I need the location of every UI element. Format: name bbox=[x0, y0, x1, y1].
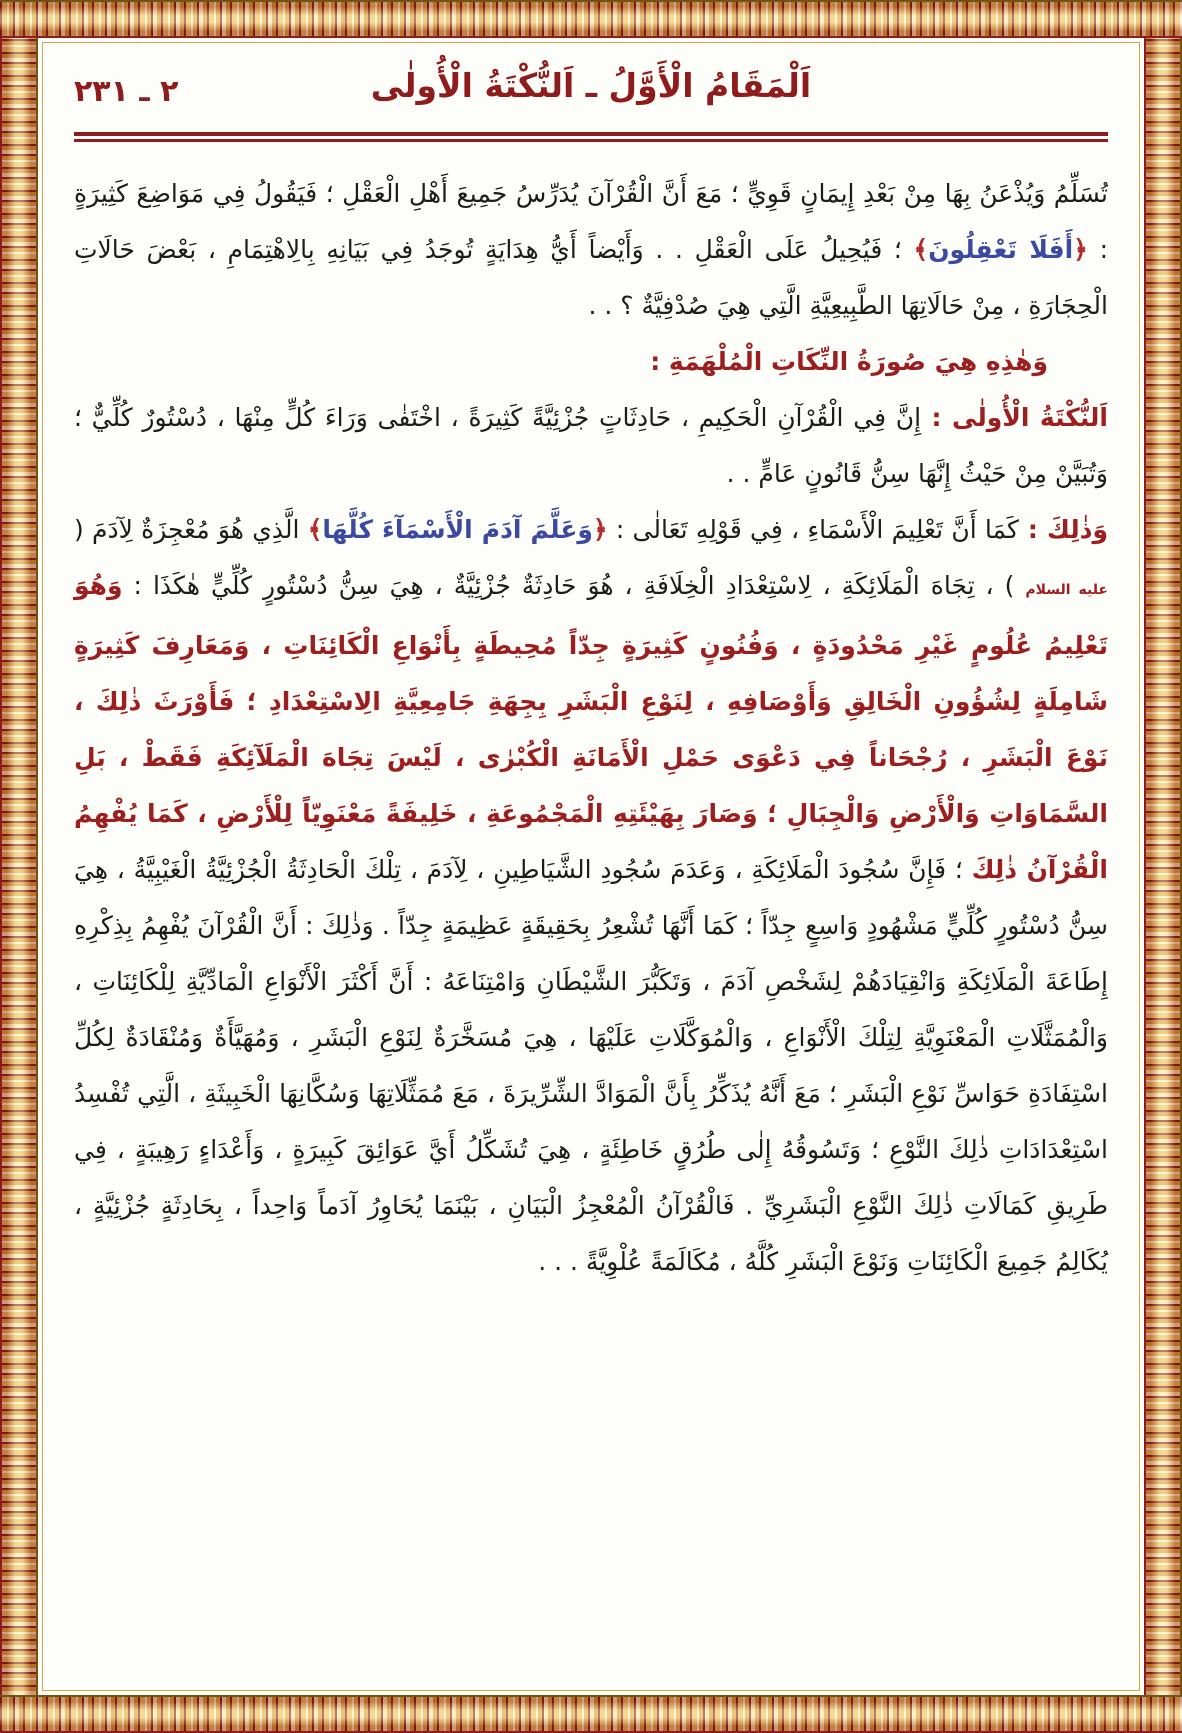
red-emphasis-text: وَهُوَ تَعْلِيمُ عُلُومٍ غَيْرِ مَحْدُودَةٍ ، وَفُنُونٍ كَثِيرَةٍ جِدّاً مُحِيطَةٍ بِأَنْوَاعِ الْكَائِنَاتِ ، وَمَعَارِفَ كَثِيرَةٍ شَامِلَةٍ لِشُؤُونِ الْخَالِقِ وَأَوْصَافِهِ ، لِنَوْعِ الْبَشَرِ بِجِهَةِ جَامِعِيَّةِ الِاسْتِعْدَادِ ؛ فَأَوْرَثَ ذٰلِكَ ، نَوْعَ الْبَشَرِ ، رُجْحَاناً فِي دَعْوَى حَمْلِ الْأَمَانَةِ الْكُبْرٰى ، لَيْسَ تِجَاهَ الْمَلَآئِكَةِ فَقَطْ ، بَلِ السَّمَاوَاتِ وَالْأَرْضِ وَالْجِبَالِ ؛ وَصَارَ بِهَيْئَتِهِ الْمَجْمُوعَةِ ، خَلِيفَةً مَعْنَوِيّاً لِلْأَرْضِ ، كَمَا يُفْهِمُ الْقُرْآنُ ذٰلِكَ bbox=[74, 571, 1108, 884]
decorative-border-bottom bbox=[0, 1695, 1182, 1733]
paragraph bbox=[74, 502, 1108, 1290]
body-text-segment: ؛ فَإِنَّ سُجُودَ الْمَلَائِكَةِ ، وَعَدَمَ سُجُودِ الشَّيَاطِينِ ، لِآدَمَ ، تِلْكَ الْحَادِثَةُ الْجُزْئِيَّةُ الْغَيْبِيَّةُ ، هِيَ سِنُّ دُسْتُورٍ كُلِّيٍّ مَشْهُودٍ وَاسِعٍ جِدّاً ؛ كَمَا أَنَّهَا تُشْعِرُ بِحَقِيقَةٍ عَظِيمَةٍ جِدّاً . وَذٰلِكَ : أَنَّ الْقُرْآنَ يُفْهِمُ بِذِكْرِهِ إِطَاعَةَ الْمَلَائِكَةِ وَانْقِيَادَهُمْ لِشَخْصِ آدَمَ ، وَتَكَبُّرَ الشَّيْطَانِ وَامْتِنَاعَهُ : أَنَّ أَكْثَرَ الْأَنْوَاعِ الْمَادِّيَّةِ لِلْكَائِنَاتِ ، وَالْمُمَثَّلَاتِ الْمَعْنَوِيَّةِ لِتِلْكَ الْأَنْوَاعِ ، وَالْمُوَكَّلَاتِ عَلَيْهَا ، هِيَ مُسَخَّرَةٌ لِنَوْعِ الْبَشَرِ ، وَمُهَيَّأَةٌ وَمُنْقَادَةٌ لِكُلِّ اسْتِفَادَةِ حَوَاسِّ نَوْعِ الْبَشَرِ ؛ مَعَ أَنَّهُ يُذَكِّرُ بِأَنَّ الْمَوَادَّ الشِّرِّيرَةَ ، مَعَ مُمَثِّلَاتِهَا وَسُكَّانِهَا الْخَبِيثَةِ ، الَّتِي تُفْسِدُ اسْتِعْدَادَاتِ ذٰلِكَ النَّوْعِ ؛ وَتَسُوقُهُ إِلٰى طُرُقٍ خَاطِئَةٍ ، هِيَ تُشَكِّلُ أَيَّ عَوَائِقَ كَبِيرَةٍ ، وَأَعْدَاءٍ رَهِيبَةٍ ، فِي طَرِيقِ كَمَالَاتِ ذٰلِكَ النَّوْعِ الْبَشَرِيِّ . فَالْقُرْآنُ الْمُعْجِزُ الْبَيَانِ ، بَيْنَمَا يُحَاوِرُ آدَماً وَاحِداً ، بِحَادِثَةٍ جُزْئِيَّةٍ ، يُكَالِمُ جَمِيعَ الْكَائِنَاتِ وَنَوْعَ الْبَشَرِ كُلَّهُ ، مُكَالَمَةً عُلْوِيَّةً . . . bbox=[74, 855, 1108, 1276]
body-text-segment: الَّذِي هُوَ مُعْجِزَةٌ لِآدَمَ ( bbox=[74, 515, 308, 544]
double-rule-divider bbox=[74, 132, 1108, 142]
quran-verse: أَفَلَا تَعْقِلُونَ bbox=[928, 235, 1074, 264]
body-text-segment: ) ، تِجَاهَ الْمَلَائِكَةِ ، لِاسْتِعْدَادِ الْخِلَافَةِ ، هُوَ حَادِثَةٌ جُزْئِيَّةٌ ، هِيَ سِنُّ دُسْتُورٍ كُلِّيٍّ هٰكَذَا : bbox=[122, 571, 1026, 600]
verse-bracket-ornament: ﴿ bbox=[592, 515, 608, 544]
decorative-border-top bbox=[0, 0, 1182, 38]
quran-verse: وَعَلَّمَ آدَمَ الْأَسْمَآءَ كُلَّهَا bbox=[322, 515, 593, 544]
red-emphasis-text: وَهٰذِهِ هِيَ صُورَةُ النِّكَاتِ الْمُلْهَمَةِ : bbox=[650, 347, 1048, 376]
body-text-segment: كَمَا أَنَّ تَعْلِيمَ الْأَسْمَاءِ ، فِي قَوْلِهِ تَعَالٰى : bbox=[607, 515, 1019, 544]
body-text-segment: تُسَلِّمُ وَيُذْعَنُ بِهَا مِنْ بَعْدِ إِيمَانٍ قَوِيٍّ ؛ مَعَ أَنَّ الْقُرْآنَ يُدَرِّسُ جَمِيعَ أَهْلِ الْعَقْلِ ؛ فَيَقُولُ فِي مَوَاضِعَ كَثِيرَةٍ : bbox=[74, 179, 1108, 264]
verse-bracket-ornament: ﴾ bbox=[913, 235, 929, 264]
page-title: اَلْمَقَامُ الْأَوَّلُ ـ اَلنُّكْتَةُ الْأُولٰى bbox=[370, 66, 812, 105]
verse-bracket-ornament: ﴿ bbox=[1073, 235, 1088, 264]
honorific-alayhissalam: عليه السلام bbox=[1025, 582, 1108, 598]
decorative-border-right bbox=[1144, 0, 1182, 1733]
red-emphasis-text: اَلنُّكْتَةُ الْأُولٰى : bbox=[921, 403, 1108, 432]
paragraph bbox=[74, 390, 1108, 502]
decorative-border-left bbox=[0, 0, 38, 1733]
paragraph bbox=[74, 334, 1108, 390]
page-header bbox=[74, 60, 1108, 122]
verse-bracket-ornament: ﴾ bbox=[307, 515, 323, 544]
page-content bbox=[74, 60, 1108, 1673]
body-text-segment: إِنَّ فِي الْقُرْآنِ الْحَكِيمِ ، حَادِثَاتٍ جُزْئِيَّةً كَثِيرَةً ، اخْتَفٰى وَرَاءَ كُلٍّ مِنْهَا ، دُسْتُورٌ كُلِّيٌّ ؛ وَتُبَيَّنْ مِنْ حَيْثُ إِنَّهَا سِنُّ قَانُونٍ عَامٍّ . . bbox=[74, 403, 1108, 488]
red-emphasis-text: وَذٰلِكَ : bbox=[1018, 515, 1108, 544]
body-text-segment: ؛ فَيُحِيلُ عَلَى الْعَقْلِ . . وَأَيْضاً أَيُّ هِدَايَةٍ تُوجَدُ فِي بَيَانِهِ بِالِاهْتِمَامِ ، بَعْضَ حَالَاتِ الْحِجَارَةِ ، مِنْ حَالَاتِهَا الطَّبِيعِيَّةِ الَّتِي هِيَ صُدْفِيَّةٌ ؟ . . bbox=[74, 235, 1108, 320]
body-text bbox=[74, 166, 1108, 1290]
paragraph bbox=[74, 166, 1108, 334]
page-number: ٢ ـ ٢٣١ bbox=[74, 74, 179, 109]
